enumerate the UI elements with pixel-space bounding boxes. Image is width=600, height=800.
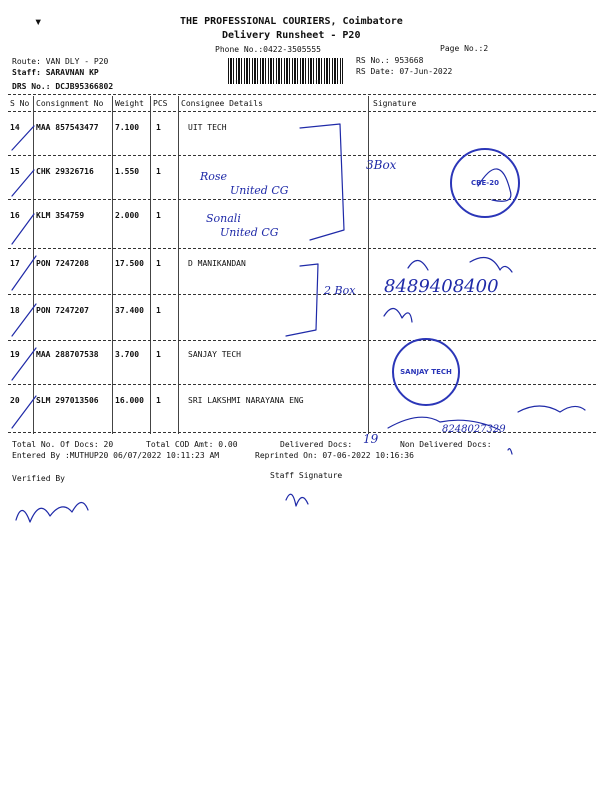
row-consignment: PON 7247208	[36, 259, 89, 268]
handwritten-box-note: 3Box	[366, 158, 397, 172]
drs-number: DRS No.: DCJB95366802	[12, 82, 114, 91]
row-pcs: 1	[156, 211, 161, 220]
row-consignment: CHK 29326716	[36, 167, 94, 176]
row-sno: 15	[10, 167, 20, 176]
page-number: Page No.:2	[440, 44, 489, 53]
handwritten-two-box: 2 Box	[324, 284, 356, 297]
delivered-docs-label: Delivered Docs:	[280, 440, 353, 449]
row-weight: 37.400	[115, 306, 144, 315]
row-consignee: SRI LAKSHMI NARAYANA ENG	[188, 396, 304, 405]
col-pcs: PCS	[153, 99, 168, 108]
row-consignment: PON 7247207	[36, 306, 89, 315]
row-sno: 16	[10, 211, 20, 220]
row-pcs: 1	[156, 306, 161, 315]
handwritten-sonali: Sonali	[206, 212, 241, 225]
col-signature: Signature	[373, 99, 417, 108]
total-cod: Total COD Amt: 0.00	[146, 440, 238, 449]
row-sno: 17	[10, 259, 20, 268]
col-consignee: Consignee Details	[181, 99, 263, 108]
verified-by-label: Verified By	[12, 474, 65, 483]
rs-date: RS Date: 07-Jun-2022	[356, 67, 453, 76]
staff-label: Staff: SARAVNAN KP	[12, 68, 99, 77]
col-consignment: Consignment No	[36, 99, 104, 108]
company-name: THE PROFESSIONAL COURIERS, Coimbatore	[180, 16, 403, 27]
handwritten-united-2: United CG	[220, 226, 279, 239]
document-title: Delivery Runsheet - P20	[222, 30, 361, 41]
row-consignment: KLM 354759	[36, 211, 85, 220]
corner-mark: ▾	[34, 14, 43, 30]
route-label: Route: VAN DLY - P20	[12, 57, 109, 66]
row-consignment: MAA 857543477	[36, 123, 99, 132]
total-docs: Total No. Of Docs: 20	[12, 440, 114, 449]
row-pcs: 1	[156, 123, 161, 132]
phone-number: Phone No.:0422-3505555	[215, 45, 321, 54]
row-sno: 18	[10, 306, 20, 315]
row-weight: 17.500	[115, 259, 144, 268]
handwritten-united-1: United CG	[230, 184, 289, 197]
row-weight: 3.700	[115, 350, 140, 359]
delivered-docs-value: 19	[363, 432, 379, 446]
row-consignment: MAA 288707538	[36, 350, 99, 359]
row-weight: 2.000	[115, 211, 140, 220]
non-delivered-label: Non Delivered Docs:	[400, 440, 492, 449]
entered-by: Entered By :MUTHUP20 06/07/2022 10:11:23 AM	[12, 451, 220, 460]
company-stamp-1: CBE-20	[450, 148, 520, 218]
row-pcs: 1	[156, 259, 161, 268]
col-sno: S No	[10, 99, 30, 108]
rs-number: RS No.: 953668	[356, 56, 424, 65]
row-pcs: 1	[156, 167, 161, 176]
row-weight: 7.100	[115, 123, 140, 132]
staff-signature-label: Staff Signature	[270, 471, 343, 480]
row-consignee: UIT TECH	[188, 123, 227, 132]
row-sno: 20	[10, 396, 20, 405]
handwritten-phone-2: 8248027329	[442, 424, 506, 435]
row-consignee: D MANIKANDAN	[188, 259, 246, 268]
row-consignee: SANJAY TECH	[188, 350, 241, 359]
row-sno: 14	[10, 123, 20, 132]
row-pcs: 1	[156, 350, 161, 359]
col-weight: Weight	[115, 99, 144, 108]
handwritten-phone: 8489408400	[384, 276, 499, 297]
handwritten-rose: Rose	[200, 170, 228, 183]
company-stamp-2: SANJAY TECH	[392, 338, 460, 406]
row-weight: 16.000	[115, 396, 144, 405]
row-consignment: SLM 297013506	[36, 396, 99, 405]
row-weight: 1.550	[115, 167, 140, 176]
row-sno: 19	[10, 350, 20, 359]
row-pcs: 1	[156, 396, 161, 405]
reprinted-on: Reprinted On: 07-06-2022 10:16:36	[255, 451, 414, 460]
